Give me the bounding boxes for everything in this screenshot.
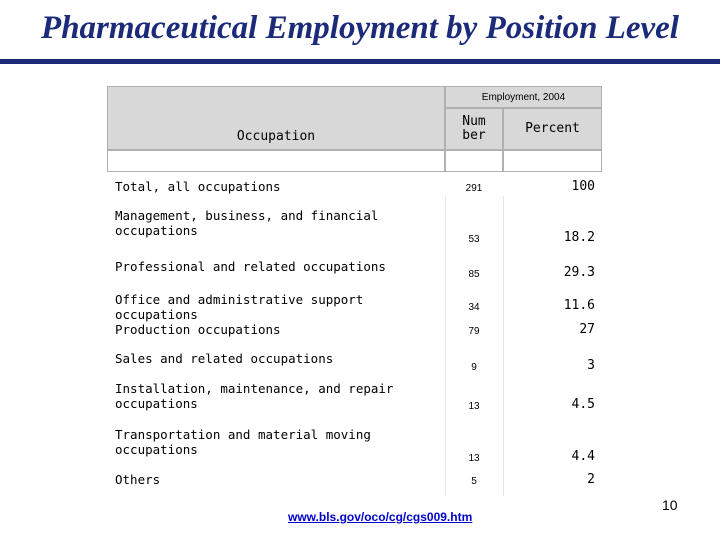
title-rule [0, 59, 720, 64]
employment-table [107, 86, 602, 496]
spacer-cell [503, 150, 602, 172]
spacer-cell [107, 150, 445, 172]
occupation-cell: Sales and related occupations [115, 351, 334, 366]
number-cell: 53 [468, 234, 480, 245]
spacer-cell [445, 150, 503, 172]
number-cell: 34 [468, 302, 480, 313]
occupation-cell: Installation, maintenance, and repair occupations [115, 381, 394, 411]
percent-cell: 18.2 [563, 230, 595, 245]
occupation-cell: Total, all occupations [115, 179, 281, 194]
percent-cell: 11.6 [563, 298, 595, 313]
occupation-cell: Professional and related occupations [115, 259, 386, 274]
percent-cell: 27 [579, 322, 595, 337]
source-link[interactable]: www.bls.gov/oco/cg/cgs009.htm [288, 510, 473, 524]
occupation-cell: Management, business, and financial occupations [115, 208, 379, 238]
number-cell: 13 [468, 401, 480, 412]
occupation-cell: Office and administrative support occupations [115, 292, 364, 322]
percent-cell: 29.3 [563, 265, 595, 280]
occupation-cell: Production occupations [115, 322, 281, 337]
percent-cell: 4.5 [571, 397, 595, 412]
number-header [445, 108, 503, 150]
page-number: 10 [662, 497, 678, 513]
number-cell: 85 [468, 269, 480, 280]
percent-cell: 4.4 [571, 449, 595, 464]
occupation-cell: Others [115, 472, 161, 487]
percent-cell: 100 [571, 179, 595, 194]
column-divider [503, 196, 504, 496]
number-header-label: Num ber [462, 114, 486, 143]
percent-cell: 3 [587, 358, 595, 373]
number-cell: 13 [468, 453, 480, 464]
number-cell: 291 [465, 183, 483, 194]
percent-header: Percent [503, 108, 602, 150]
group-header: Employment, 2004 [445, 86, 602, 108]
slide-title: Pharmaceutical Employment by Position Level [41, 10, 679, 46]
number-cell: 5 [471, 476, 477, 487]
occupation-cell: Transportation and material moving occupations [115, 427, 371, 457]
percent-cell: 2 [587, 472, 595, 487]
number-cell: 9 [471, 362, 477, 373]
occupation-header: Occupation [236, 128, 316, 144]
number-cell: 79 [468, 326, 480, 337]
